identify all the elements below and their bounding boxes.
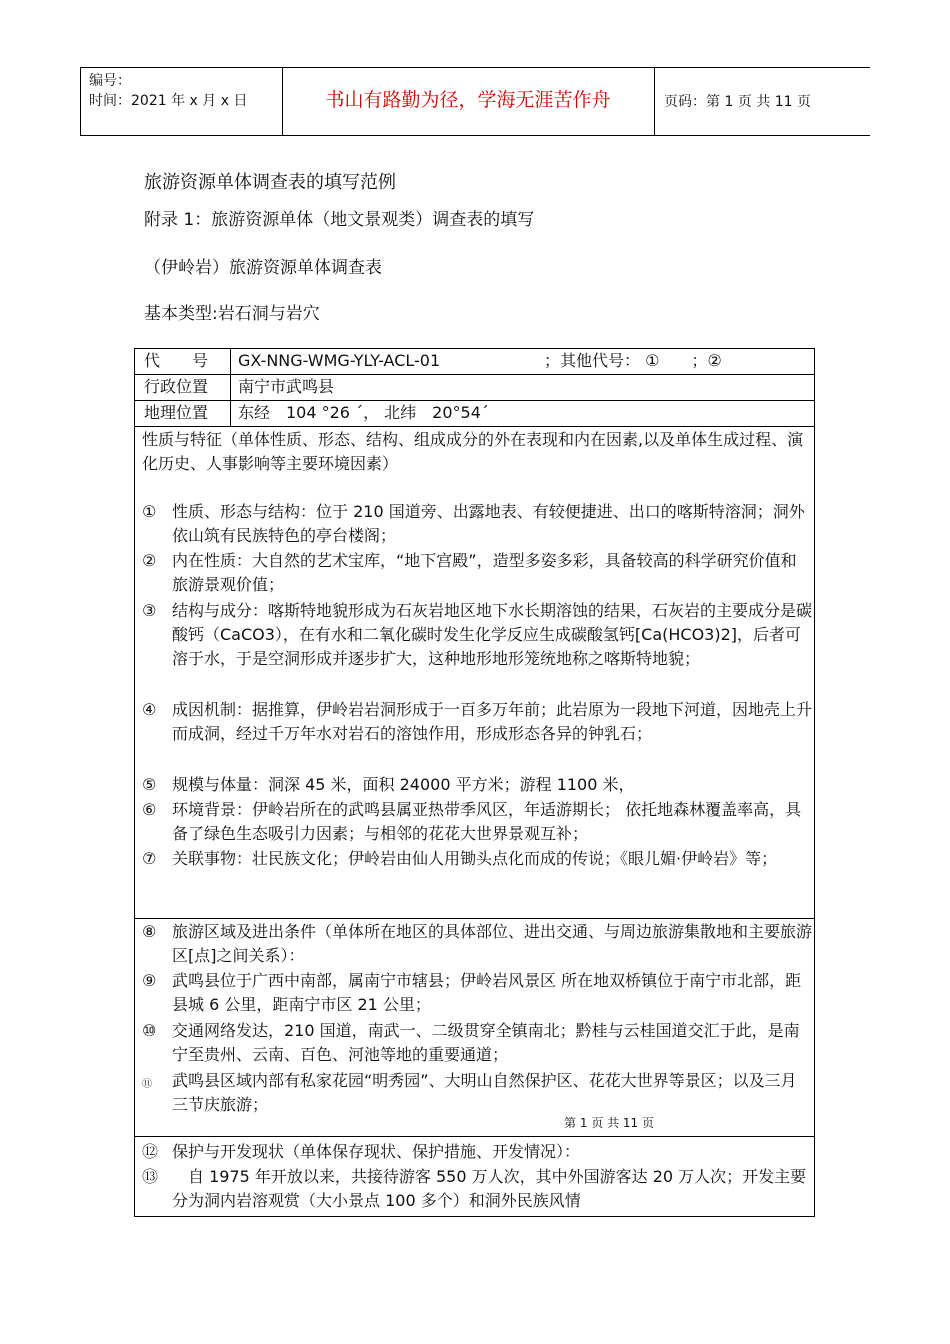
item-text: 内在性质：大自然的艺术宝库，“地下宫殿”，造型多姿多彩，具备较高的科学研究价值和旅游景观价值； [172,551,797,594]
item-text: 交通网络发达，210 国道，南武一、二级贯穿全镇南北；黔桂与云桂国道交汇于此，是南宁至贵州、云南、百色、河池等地的重要通道； [172,1021,800,1064]
page-info: 页码：第 1 页 共 11 页 [664,94,811,110]
nature-heading: 性质与特征（单体性质、形态、结构、组成成分的外在表现和内在因素,以及单体生成过程、演化历史、人事影响等主要环境因素） [142,430,804,473]
list-item [142,1140,812,1164]
basic-type: 基本类型:岩石洞与岩穴 [144,304,320,324]
item-number: ⑨ [142,971,157,990]
item-number: ④ [142,700,157,719]
list-item [142,1165,812,1213]
list-item [142,798,812,846]
list-item [142,847,812,871]
row-divider [134,426,815,427]
list-item [142,969,812,1017]
list-item [142,500,812,548]
row-divider [134,400,815,401]
item-number: ⑬ [142,1167,159,1186]
item-text: 旅游区域及进出条件（单体所在地区的具体部位、进出交通、与周边旅游集散地和主要旅游区[点]之间关系）： [172,922,813,965]
list-item [142,1019,812,1067]
header-divider [80,68,81,135]
row-divider [134,1136,815,1137]
column-divider [230,348,231,427]
list-item [142,920,812,968]
item-text: 关联事物：壮民族文化；伊岭岩由仙人用锄头点化而成的传说；《眼儿媚·伊岭岩》等； [172,849,778,868]
item-number: ③ [142,601,157,620]
code-label: 代 号 [144,351,209,370]
motto: 书山有路勤为径，学海无涯苦作舟 [325,89,611,111]
row-divider [134,374,815,375]
row-divider [134,918,815,919]
item-number: ⑧ [142,922,157,941]
item-text: 性质、形态与结构：位于 210 国道旁、出露地表、有较便捷进、出口的喀斯特溶洞；洞外依山筑有民族特色的亭台楼阁； [172,502,805,545]
item-text: 自 1975 年开放以来，共接待游客 550 万人次，其中外国游客达 20 万人次；开发主要分为洞内岩溶观赏（大小景点 100 多个）和洞外民族风情 [172,1167,807,1210]
admin-label: 行政位置 [144,377,209,396]
item-number: ① [142,502,157,521]
item-number: ⑤ [142,775,157,794]
list-item [142,549,812,597]
geo-label: 地理位置 [144,403,209,422]
table-border [134,348,135,1217]
item-number: ② [142,551,157,570]
item-text: 武鸣县区域内部有私家花园“明秀园”、大明山自然保护区、花花大世界等景区；以及三月三节庆旅游； [172,1071,797,1114]
item-text: 规模与体量：洞深 45 米，面积 24000 平方米；游程 1100 米， [172,775,635,794]
page-footer: 第 1 页 共 11 页 [564,1116,654,1130]
list-item [142,698,812,746]
geo-value: 东经 104 °26 ´， 北纬 20°54´ [238,403,489,422]
item-text: 成因机制：据推算，伊岭岩岩洞形成于一百多万年前；此岩原为一段地下河道，因地壳上升而成洞，经过千万年水对岩石的溶蚀作用，形成形态各异的钟乳石； [172,700,813,743]
item-number: ⑪ [142,1079,152,1090]
item-number: ⑥ [142,800,157,819]
page-header [80,67,870,136]
appendix-heading: 附录 1：旅游资源单体（地文景观类）调查表的填写 [144,210,535,230]
list-item [142,773,812,797]
item-number: ⑦ [142,849,157,868]
number-label: 编号： [89,73,131,89]
table-border [814,348,815,1217]
table-border [134,1216,815,1217]
table-border [134,348,815,349]
other-code: ；其他代号： ① ；② [544,351,722,370]
form-title: （伊岭岩）旅游资源单体调查表 [144,258,382,278]
admin-value: 南宁市武鸣县 [238,377,335,396]
document-title: 旅游资源单体调查表的填写范例 [144,172,396,193]
item-number: ⑫ [142,1142,159,1161]
header-meta [89,71,247,111]
header-divider [654,68,655,135]
item-text: 武鸣县位于广西中南部，属南宁市辖县；伊岭岩风景区 所在地双桥镇位于南宁市北部，距县城 6 公里，距南宁市区 21 公里； [172,971,802,1014]
item-text: 结构与成分：喀斯特地貌形成为石灰岩地区地下水长期溶蚀的结果，石灰岩的主要成分是碳酸钙（CaCO3），在有水和二氧化碳时发生化学反应生成碳酸氢钙[Ca(HCO3)2]，后者可溶于水，于是空洞形成并逐步扩大，这种地形地形笼统地称之喀斯特地貌； [172,601,813,668]
item-text: 保护与开发现状（单体保存现状、保护措施、开发情况）： [172,1142,581,1161]
survey-table [134,348,815,1217]
list-item [142,1069,812,1117]
item-text: 环境背景：伊岭岩所在的武鸣县属亚热带季风区，年适游期长； 依托地森林覆盖率高，具备了绿色生态吸引力因素；与相邻的花花大世界景观互补； [172,800,802,843]
item-number: ⑩ [142,1021,157,1040]
code-value: GX-NNG-WMG-YLY-ACL-01 [238,351,441,370]
time-label: 时间：2021 年 x 月 x 日 [89,93,248,109]
list-item [142,599,812,671]
